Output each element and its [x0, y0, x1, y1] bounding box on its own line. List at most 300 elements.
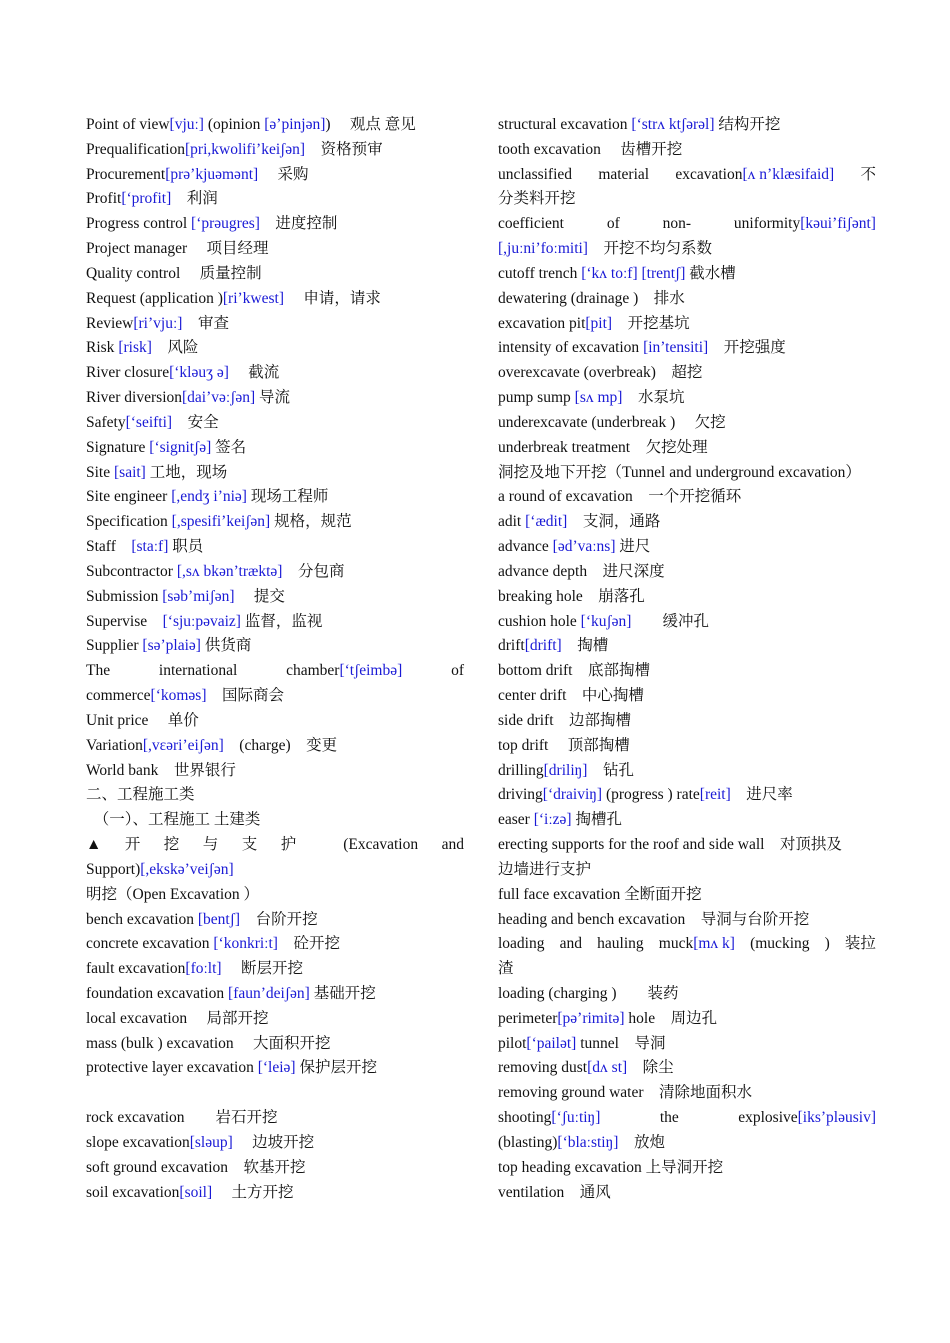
glossary-line	[86, 734, 464, 759]
glossary-line	[86, 808, 464, 833]
justified-word	[86, 833, 101, 858]
phonetic-text: [ri’kwest]	[222, 289, 284, 307]
term-text: soft ground excavation 软基开挖	[86, 1158, 306, 1176]
term-text: Profit	[86, 190, 122, 208]
phonetic-text: [‘prəugres]	[191, 215, 260, 233]
phonetic-text: [sait]	[114, 463, 146, 481]
justified-word	[675, 163, 834, 188]
term-text: Supplier	[86, 637, 143, 655]
term-text: 截流	[228, 364, 280, 382]
glossary-line	[86, 560, 464, 585]
term-text: chamber	[286, 662, 340, 680]
term-text: full face excavation 全断面开挖	[498, 885, 702, 903]
justified-word	[498, 163, 572, 188]
glossary-line	[86, 957, 464, 982]
term-text: 土方开挖	[212, 1183, 294, 1201]
term-text: pilot	[498, 1034, 527, 1052]
justified-word	[159, 659, 237, 684]
glossary-line	[498, 1156, 876, 1181]
glossary-line-justified	[86, 833, 464, 858]
term-text: 挖	[163, 836, 180, 854]
term-text: 职员	[168, 538, 204, 556]
phonetic-text: [‘draiviŋ]	[542, 786, 603, 804]
term-text: Subcontractor	[86, 562, 177, 580]
term-text: heading and bench excavation 导洞与台阶开挖	[498, 910, 810, 928]
justified-word	[663, 212, 691, 237]
term-text: perimeter	[498, 1009, 558, 1027]
term-text: 支	[241, 836, 258, 854]
term-text: 水泵坑	[622, 389, 685, 407]
term-text: 提交	[234, 587, 285, 605]
term-text: explosive	[738, 1109, 798, 1127]
term-text: (charge) 变更	[223, 736, 338, 754]
term-text: 采购	[258, 165, 309, 183]
phonetic-text: [‘ædit]	[525, 513, 568, 531]
term-text: 砼开挖	[277, 935, 340, 953]
justified-word	[607, 212, 620, 237]
glossary-line	[498, 386, 876, 411]
term-text: 截水槽	[685, 264, 736, 282]
term-text: muck	[658, 935, 694, 953]
glossary-line	[498, 858, 876, 883]
glossary-line	[498, 436, 876, 461]
term-text: cutoff trench	[498, 264, 582, 282]
term-text: 规格，规范	[270, 513, 352, 531]
term-text: 掏槽	[561, 637, 609, 655]
term-text: Supervise	[86, 612, 163, 630]
term-text: 现场工程师	[246, 488, 329, 506]
term-text: concrete excavation	[86, 935, 214, 953]
justified-word	[860, 163, 876, 188]
glossary-line	[498, 510, 876, 535]
glossary-line	[86, 858, 464, 883]
glossary-line	[86, 1032, 464, 1057]
phonetic-text: [,juːni’foːmiti]	[498, 240, 588, 258]
phonetic-text: [prə’kjuəmənt]	[165, 165, 259, 183]
phonetic-text: [sləup]	[189, 1133, 233, 1151]
glossary-line	[498, 1032, 876, 1057]
term-text: a round of excavation 一个开挖循环	[498, 488, 742, 506]
justified-word	[660, 1106, 679, 1131]
glossary-line-justified	[498, 932, 876, 957]
term-text: ▲	[86, 836, 102, 854]
phonetic-text: [dai’vəːʃən]	[182, 389, 256, 407]
justified-word	[442, 833, 464, 858]
term-text: underbreak treatment 欠挖处理	[498, 438, 708, 456]
justified-word	[734, 212, 876, 237]
term-text: cushion hole	[498, 612, 581, 630]
term-text: 缓冲孔	[631, 612, 709, 630]
glossary-line	[86, 336, 464, 361]
term-text: 断层开挖	[221, 960, 303, 978]
glossary-line	[498, 585, 876, 610]
term-text: 开	[124, 836, 141, 854]
phonetic-text: [in’tensiti]	[643, 339, 709, 357]
phonetic-text: [soil]	[179, 1183, 213, 1201]
glossary-line	[86, 1156, 464, 1181]
term-text: 开挖不均匀系数	[587, 240, 712, 258]
term-text: Signature	[86, 438, 150, 456]
glossary-line	[86, 759, 464, 784]
glossary-line	[498, 461, 876, 486]
term-text: 结构开挖	[714, 116, 781, 133]
glossary-line	[498, 734, 876, 759]
term-text: driving	[498, 786, 543, 804]
term-text: 审查	[182, 314, 229, 332]
term-text: 与	[202, 836, 219, 854]
term-text: 二、工程施工类	[86, 786, 195, 804]
glossary-line	[498, 908, 876, 933]
term-text: of	[606, 215, 620, 233]
glossary-line	[498, 957, 876, 982]
left-column	[86, 113, 464, 1205]
term-text: side drift 边部掏槽	[498, 711, 632, 729]
term-text: overexcavate (overbreak) 超挖	[498, 364, 703, 382]
glossary-line	[86, 138, 464, 163]
term-text: Unit price 单价	[86, 711, 199, 729]
glossary-line	[86, 237, 464, 262]
glossary-line	[498, 1007, 876, 1032]
term-text: 进尺率	[730, 786, 793, 804]
term-text: intensity of excavation	[498, 339, 644, 357]
term-text: Project manager 项目经理	[86, 240, 269, 258]
glossary-line	[86, 783, 464, 808]
phonetic-text: [‘signitʃə]	[149, 438, 212, 456]
term-text: shooting	[498, 1109, 552, 1127]
phonetic-text: [bentʃ]	[197, 910, 241, 928]
blank-line	[86, 1081, 464, 1106]
term-text: 装拉	[844, 935, 876, 953]
term-text: breaking hole 崩落孔	[498, 587, 645, 605]
glossary-line	[498, 312, 876, 337]
term-text: (Excavation	[343, 836, 419, 854]
term-text: 利润	[171, 190, 218, 208]
glossary-line	[498, 659, 876, 684]
phonetic-text: [‘profit]	[121, 190, 172, 208]
glossary-line	[498, 759, 876, 784]
glossary-line	[498, 411, 876, 436]
justified-word	[451, 659, 464, 684]
term-text: rock excavation 岩石开挖	[86, 1109, 278, 1127]
term-text: erecting supports for the roof and side wall 对顶拱及	[498, 836, 842, 854]
justified-word	[343, 833, 418, 858]
glossary-line	[498, 113, 876, 138]
term-text: drilling	[498, 761, 544, 779]
term-text: 申请，请求	[284, 289, 381, 307]
term-text: Safety	[86, 413, 126, 431]
phonetic-text: [ʌ n’klæsifaid]	[742, 165, 835, 183]
term-text: Support)	[86, 860, 141, 878]
term-text: 工地，现场	[145, 463, 228, 481]
justified-word	[498, 932, 545, 957]
justified-word	[498, 212, 564, 237]
phonetic-text: [pə’rimitə]	[557, 1009, 625, 1027]
phonetic-text: [‘koməs]	[150, 687, 207, 705]
term-text: dewatering (drainage ) 排水	[498, 289, 685, 307]
term-text: 开挖基坑	[612, 314, 690, 332]
glossary-line	[86, 113, 464, 138]
glossary-line-justified	[86, 659, 464, 684]
justified-word	[825, 932, 830, 957]
phonetic-text: [‘kʌ toːf]	[581, 264, 638, 282]
justified-word	[598, 163, 649, 188]
term-text: soil excavation	[86, 1183, 180, 1201]
term-text: hole 周边孔	[624, 1009, 718, 1027]
term-text: foundation excavation	[86, 984, 229, 1002]
term-text: 钻孔	[587, 761, 634, 779]
glossary-line	[86, 1131, 464, 1156]
term-text: 国际商会	[206, 687, 285, 705]
phonetic-text: [foːlt]	[185, 960, 222, 978]
glossary-line	[498, 336, 876, 361]
term-text: (progress ) rate	[602, 786, 700, 804]
glossary-line	[498, 287, 876, 312]
glossary-line	[498, 262, 876, 287]
term-text: center drift 中心掏槽	[498, 687, 644, 705]
term-text: top drift 顶部掏槽	[498, 736, 630, 754]
glossary-line	[498, 187, 876, 212]
term-text: protective layer excavation	[86, 1059, 258, 1077]
glossary-line	[498, 560, 876, 585]
term-text: 除尘	[627, 1059, 674, 1077]
phonetic-text: [‘kuʃən]	[580, 612, 632, 630]
glossary-line	[86, 1056, 464, 1081]
glossary-line	[498, 982, 876, 1007]
term-text: uniformity	[733, 215, 801, 233]
term-text: removing ground water 清除地面积水	[498, 1084, 752, 1102]
glossary-line	[86, 187, 464, 212]
term-text: 支洞，通路	[567, 513, 661, 531]
glossary-line	[86, 386, 464, 411]
term-text: (opinion	[203, 116, 265, 133]
glossary-line	[498, 833, 876, 858]
phonetic-text: [faun’deiʃən]	[228, 984, 310, 1002]
glossary-line	[86, 883, 464, 908]
glossary-line	[86, 312, 464, 337]
term-text: 供货商	[200, 637, 252, 655]
glossary-line	[86, 262, 464, 287]
justified-word	[597, 932, 644, 957]
glossary-line	[86, 709, 464, 734]
phonetic-text: [vjuː]	[169, 116, 204, 133]
phonetic-text: [dʌ st]	[587, 1059, 628, 1077]
phonetic-text: [‘pailət]	[526, 1034, 577, 1052]
justified-word	[242, 833, 258, 858]
term-text: hauling	[597, 935, 644, 953]
phonetic-text: [‘blaːstiŋ]	[557, 1133, 619, 1151]
glossary-line	[86, 436, 464, 461]
justified-word	[659, 932, 735, 957]
term-text: pump sump	[498, 389, 575, 407]
term-text: Site engineer	[86, 488, 172, 506]
term-text: 安全	[172, 413, 219, 431]
term-text: Quality control 质量控制	[86, 264, 262, 282]
glossary-line	[498, 361, 876, 386]
term-text: removing dust	[498, 1059, 588, 1077]
term-text: 边墙进行支护	[498, 860, 592, 878]
glossary-line	[86, 1181, 464, 1206]
term-text: excavation pit	[498, 314, 586, 332]
phonetic-text: [ri’vjuː]	[133, 314, 183, 332]
term-text: 基础开挖	[309, 984, 376, 1002]
term-text: mass (bulk ) excavation 大面积开挖	[86, 1034, 331, 1052]
term-text: local excavation 局部开挖	[86, 1009, 269, 1027]
phonetic-text: [,ekskə’veiʃən]	[140, 860, 234, 878]
glossary-line	[86, 1106, 464, 1131]
phonetic-text: [‘leiə]	[257, 1059, 296, 1077]
glossary-line	[86, 932, 464, 957]
term-text: Submission	[86, 587, 163, 605]
glossary-line	[498, 1056, 876, 1081]
glossary-line	[86, 535, 464, 560]
glossary-line	[498, 883, 876, 908]
glossary-line	[498, 1181, 876, 1206]
term-text: 分类料开挖	[498, 190, 576, 208]
glossary-line	[86, 684, 464, 709]
phonetic-text: [trentʃ]	[641, 264, 686, 282]
term-text: 保护层开挖	[295, 1059, 377, 1077]
term-text: The	[86, 662, 111, 680]
glossary-line-justified	[498, 1106, 876, 1131]
glossary-line	[86, 585, 464, 610]
term-text: 分包商	[282, 562, 345, 580]
phonetic-text: [‘iːzə]	[533, 811, 572, 829]
justified-word	[164, 833, 180, 858]
term-text: 放炮	[618, 1133, 665, 1151]
term-text: 明挖（Open Excavation ）	[86, 885, 260, 903]
justified-word	[281, 833, 297, 858]
term-text: commerce	[86, 687, 151, 705]
term-text: Review	[86, 314, 134, 332]
term-text: ventilation 通风	[498, 1183, 611, 1201]
term-text: and	[559, 935, 583, 953]
glossary-line	[498, 485, 876, 510]
term-text: （一）、工程施工 土建类	[86, 811, 261, 829]
term-text: 监督，监视	[240, 612, 323, 630]
term-text: Prequalification	[86, 140, 185, 158]
justified-word	[845, 932, 876, 957]
term-text: ) 观点 意见	[325, 116, 416, 133]
phonetic-text: [,vεəri’eiʃən]	[142, 736, 224, 754]
glossary-line	[498, 684, 876, 709]
term-text: material	[598, 165, 650, 183]
term-text: 风险	[151, 339, 199, 357]
term-text: 掏槽孔	[571, 811, 622, 829]
term-text: Request (application )	[86, 289, 223, 307]
term-text: Site	[86, 463, 114, 481]
term-text: 导流	[255, 389, 291, 407]
phonetic-text: [ə’pinjən]	[264, 116, 326, 133]
justified-word	[738, 1106, 876, 1131]
term-text: Variation	[86, 736, 143, 754]
glossary-line	[86, 908, 464, 933]
phonetic-text: [pri,kwolifi’keiʃən]	[185, 140, 306, 158]
glossary-line	[498, 709, 876, 734]
glossary-line	[498, 1081, 876, 1106]
term-text: Point of view	[86, 116, 170, 133]
term-text: top heading excavation 上导洞开挖	[498, 1158, 724, 1176]
glossary-line	[498, 138, 876, 163]
phonetic-text: [,endʒ i’niə]	[171, 488, 247, 506]
glossary-line	[86, 634, 464, 659]
phonetic-text: [‘seifti]	[125, 413, 173, 431]
justified-word	[86, 659, 110, 684]
glossary-line	[86, 411, 464, 436]
phonetic-text: [‘ʃuːtiŋ]	[551, 1109, 601, 1127]
phonetic-text: [əd’vaːns]	[552, 538, 616, 556]
term-text: adit	[498, 513, 526, 531]
term-text: 开挖强度	[708, 339, 786, 357]
term-text: 边坡开挖	[232, 1133, 315, 1151]
glossary-line	[86, 1007, 464, 1032]
term-text: loading	[498, 935, 545, 953]
justified-word	[560, 932, 582, 957]
phonetic-text: [‘strʌ ktʃərəl]	[631, 116, 715, 133]
term-text: loading (charging ) 装药	[498, 984, 679, 1002]
term-text: tooth excavation 齿槽开挖	[498, 140, 683, 158]
term-text: 台阶开挖	[240, 910, 318, 928]
term-text: 进尺	[615, 538, 651, 556]
glossary-line	[498, 1131, 876, 1156]
term-text: 洞挖及地下开挖（Tunnel and underground excavation）	[498, 463, 861, 481]
term-text: advance	[498, 538, 553, 556]
term-text: 资格预审	[305, 140, 383, 158]
phonetic-text: [kəui’fiʃənt]	[800, 215, 876, 233]
term-text: bench excavation	[86, 910, 198, 928]
phonetic-text: [‘sjuːpəvaiz]	[162, 612, 241, 630]
term-text: Staff	[86, 538, 132, 556]
glossary-line	[86, 982, 464, 1007]
phonetic-text: [sə’plaiə]	[142, 637, 201, 655]
glossary-line	[86, 461, 464, 486]
phonetic-text: [reit]	[699, 786, 731, 804]
term-text: the	[659, 1109, 679, 1127]
term-text: of	[451, 662, 464, 680]
phonetic-text: [‘tʃeimbə]	[339, 662, 403, 680]
justified-word	[286, 659, 402, 684]
term-text: tunnel 导洞	[576, 1034, 666, 1052]
term-text: Specification	[86, 513, 172, 531]
glossary-line	[498, 237, 876, 262]
term-text: 护	[280, 836, 297, 854]
glossary-line-justified	[498, 212, 876, 237]
term-text: Risk	[86, 339, 119, 357]
phonetic-text: [pit]	[585, 314, 613, 332]
glossary-line	[86, 212, 464, 237]
phonetic-text: [risk]	[118, 339, 152, 357]
term-text: River closure	[86, 364, 170, 382]
term-text: )	[824, 935, 830, 953]
phonetic-text: [‘konkriːt]	[213, 935, 278, 953]
glossary-line	[86, 361, 464, 386]
term-text: drift	[498, 637, 525, 655]
phonetic-text: [mʌ k]	[693, 935, 735, 953]
term-text: Progress control	[86, 215, 192, 233]
term-text: (blasting)	[498, 1133, 558, 1151]
term-text: Procurement	[86, 165, 166, 183]
phonetic-text: [‘kləuʒ ə]	[169, 364, 229, 382]
justified-word	[203, 833, 219, 858]
glossary-line	[498, 634, 876, 659]
term-text: non-	[662, 215, 692, 233]
justified-word	[498, 1106, 600, 1131]
glossary-line	[86, 610, 464, 635]
term-text: (mucking	[750, 935, 810, 953]
term-text: international	[158, 662, 238, 680]
phonetic-text: [staːf]	[131, 538, 169, 556]
justified-word	[750, 932, 809, 957]
term-text: 签名	[211, 438, 247, 456]
